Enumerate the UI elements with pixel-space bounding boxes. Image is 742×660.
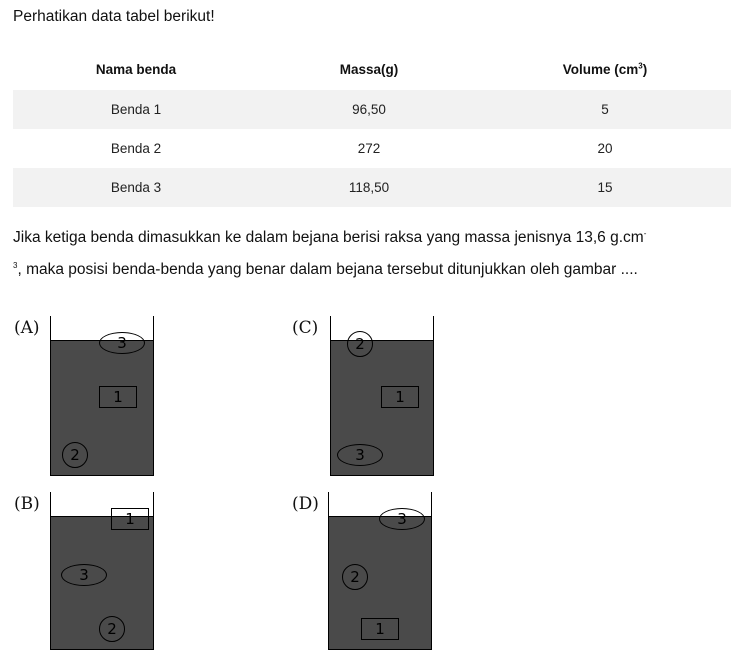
cell-name: Benda 2 <box>110 141 162 156</box>
beaker-c <box>330 316 434 476</box>
object-3: 3 <box>61 564 107 586</box>
question-line-1: Jika ketiga benda dimasukkan ke dalam bejana berisi raksa yang massa jenisnya 13,6 g.cm- <box>13 228 647 246</box>
data-table <box>13 48 731 207</box>
object-1: 1 <box>111 508 149 530</box>
beaker-a <box>50 316 154 476</box>
cell-mass: 118,50 <box>259 168 479 207</box>
cell-mass: 96,50 <box>259 90 479 129</box>
cell-name: Benda 1 <box>13 90 259 129</box>
option-a-figure <box>14 316 164 476</box>
table-row <box>13 129 731 168</box>
intro-text: Perhatikan data tabel berikut! <box>13 8 215 25</box>
table-header-row <box>13 48 731 90</box>
cell-mass: 272 <box>357 141 381 156</box>
cell-volume: 20 <box>597 141 613 156</box>
object-3: 3 <box>99 332 145 354</box>
object-1: 1 <box>361 618 399 640</box>
table-row <box>13 90 731 129</box>
option-d-label: (D) <box>292 494 319 514</box>
header-mass: Massa(g) <box>339 61 399 77</box>
object-2: 2 <box>347 331 373 357</box>
question-line-2: $^3$, maka posisi benda-benda yang benar dalam bejana tersebut ditunjukkan oleh gambar .... <box>13 260 638 278</box>
beaker-b <box>50 492 154 650</box>
option-b-label: (B) <box>14 494 40 514</box>
object-1: 1 <box>99 386 137 408</box>
header-name: Nama benda <box>95 61 177 77</box>
option-a-label: (A) <box>14 318 40 338</box>
object-1: 1 <box>381 386 419 408</box>
object-2: 2 <box>62 442 88 468</box>
cell-volume: 5 <box>479 90 731 129</box>
object-2: 2 <box>342 564 368 590</box>
table-row <box>13 168 731 207</box>
option-c-label: (C) <box>292 318 319 338</box>
option-c-figure <box>292 316 442 476</box>
cell-volume: 15 <box>479 168 731 207</box>
option-b-figure <box>14 492 164 652</box>
question-text <box>13 222 735 286</box>
object-2: 2 <box>99 616 125 642</box>
object-3: 3 <box>379 508 425 530</box>
cell-name: Benda 3 <box>13 168 259 207</box>
beaker-d <box>328 492 432 650</box>
header-volume: Volume $(cm^3)$ <box>562 61 648 77</box>
object-3: 3 <box>337 444 383 466</box>
option-d-figure <box>292 492 442 652</box>
